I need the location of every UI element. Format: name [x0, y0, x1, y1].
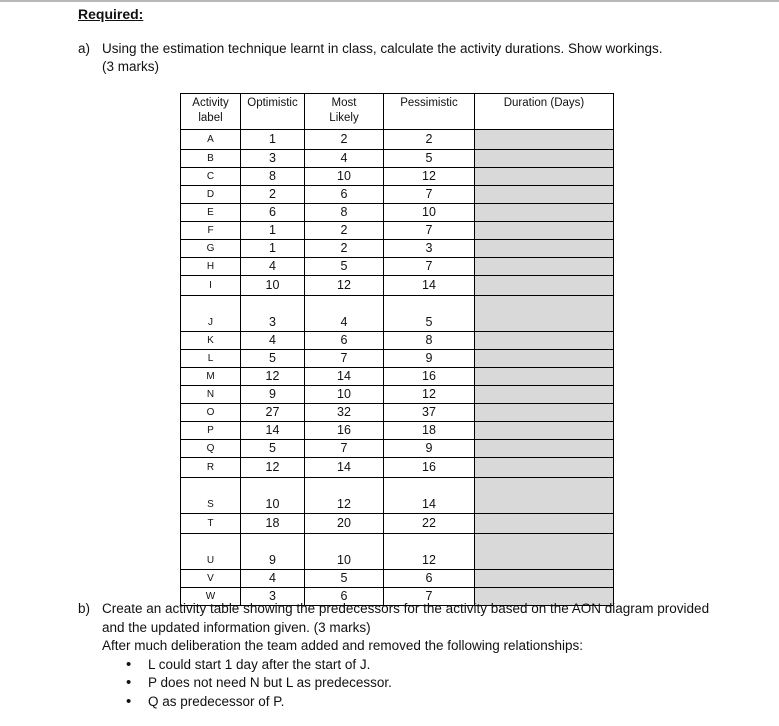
- table-row: [181, 168, 614, 186]
- relationship-list: [78, 656, 709, 712]
- relationship-item: • Q as predecessor of P.: [126, 693, 709, 712]
- optimistic-cell: 3: [241, 150, 305, 168]
- optimistic-cell: 9: [241, 386, 305, 404]
- duration-input-cell: [475, 276, 614, 296]
- question-a-text: Using the estimation technique learnt in class, calculate the activity durations. Show workings.: [102, 41, 663, 56]
- optimistic-cell: 4: [241, 332, 305, 350]
- table-row: [181, 276, 614, 296]
- most-likely-cell: 7: [305, 440, 384, 458]
- duration-gap-cell: [475, 478, 614, 497]
- gap-cell: [305, 478, 384, 497]
- activity-label-cell: F: [181, 222, 241, 240]
- pessimistic-cell: 14: [384, 496, 475, 514]
- optimistic-cell: 1: [241, 240, 305, 258]
- optimistic-cell: 12: [241, 458, 305, 478]
- most-likely-cell: 7: [305, 350, 384, 368]
- gap-cell: [305, 534, 384, 553]
- most-likely-cell: 10: [305, 552, 384, 570]
- table-row: [181, 514, 614, 534]
- pessimistic-cell: 5: [384, 314, 475, 332]
- gap-cell: [305, 296, 384, 315]
- optimistic-cell: 10: [241, 276, 305, 296]
- pessimistic-cell: 22: [384, 514, 475, 534]
- question-a-label: a): [78, 41, 91, 56]
- table-row: [181, 314, 614, 332]
- most-likely-cell: 4: [305, 150, 384, 168]
- optimistic-cell: 4: [241, 570, 305, 588]
- most-likely-cell: 16: [305, 422, 384, 440]
- pessimistic-cell: 12: [384, 552, 475, 570]
- optimistic-cell: 3: [241, 588, 305, 606]
- pessimistic-cell: 16: [384, 368, 475, 386]
- table-row: [181, 386, 614, 404]
- question-a-marks: (3 marks): [102, 59, 159, 74]
- activity-label-cell: O: [181, 404, 241, 422]
- activity-label-cell: P: [181, 422, 241, 440]
- table-row: [181, 258, 614, 276]
- most-likely-cell: 2: [305, 130, 384, 150]
- pessimistic-cell: 10: [384, 204, 475, 222]
- duration-gap-cell: [475, 534, 614, 553]
- table-row: [181, 440, 614, 458]
- optimistic-cell: 8: [241, 168, 305, 186]
- gap-cell: [384, 534, 475, 553]
- most-likely-cell: 20: [305, 514, 384, 534]
- optimistic-cell: 1: [241, 222, 305, 240]
- relationship-item: • L could start 1 day after the start of J.: [126, 656, 709, 675]
- gap-cell: [181, 534, 241, 553]
- duration-input-cell: [475, 570, 614, 588]
- duration-input-cell: [475, 314, 614, 332]
- question-b: [78, 600, 709, 711]
- table-row: [181, 404, 614, 422]
- most-likely-cell: 4: [305, 314, 384, 332]
- header-most-likely: [305, 94, 384, 130]
- pessimistic-cell: 3: [384, 240, 475, 258]
- activity-label-cell: J: [181, 314, 241, 332]
- most-likely-cell: 14: [305, 458, 384, 478]
- duration-input-cell: [475, 168, 614, 186]
- activity-label-cell: E: [181, 204, 241, 222]
- table-row: [181, 130, 614, 150]
- pessimistic-cell: 9: [384, 440, 475, 458]
- table-row: [181, 150, 614, 168]
- header-duration: Duration (Days): [475, 94, 614, 130]
- header-most-line2: Likely: [329, 112, 359, 124]
- most-likely-cell: 2: [305, 222, 384, 240]
- activity-label-cell: N: [181, 386, 241, 404]
- table-row: [181, 204, 614, 222]
- duration-input-cell: [475, 496, 614, 514]
- pessimistic-cell: 8: [384, 332, 475, 350]
- most-likely-cell: 2: [305, 240, 384, 258]
- table-gap-row: [181, 478, 614, 497]
- most-likely-cell: 5: [305, 258, 384, 276]
- activity-label-cell: R: [181, 458, 241, 478]
- optimistic-cell: 12: [241, 368, 305, 386]
- activity-label-cell: U: [181, 552, 241, 570]
- question-b-line1: Create an activity table showing the predecessors for the activity based on the AON diagram provided: [102, 601, 710, 616]
- optimistic-cell: 14: [241, 422, 305, 440]
- gap-cell: [181, 296, 241, 315]
- table-row: [181, 332, 614, 350]
- most-likely-cell: 6: [305, 332, 384, 350]
- table-row: [181, 222, 614, 240]
- table-row: [181, 422, 614, 440]
- duration-input-cell: [475, 458, 614, 478]
- table-row: [181, 350, 614, 368]
- table-row: [181, 496, 614, 514]
- optimistic-cell: 4: [241, 258, 305, 276]
- activity-label-cell: A: [181, 130, 241, 150]
- pessimistic-cell: 37: [384, 404, 475, 422]
- most-likely-cell: 12: [305, 276, 384, 296]
- duration-input-cell: [475, 404, 614, 422]
- header-activity-line2: label: [198, 112, 223, 124]
- duration-input-cell: [475, 186, 614, 204]
- pessimistic-cell: 7: [384, 588, 475, 606]
- activity-label-cell: V: [181, 570, 241, 588]
- most-likely-cell: 14: [305, 368, 384, 386]
- optimistic-cell: 2: [241, 186, 305, 204]
- pessimistic-cell: 12: [384, 386, 475, 404]
- activity-label-cell: C: [181, 168, 241, 186]
- header-optimistic: Optimistic: [241, 94, 305, 130]
- table-header-row: [181, 94, 614, 130]
- gap-cell: [384, 478, 475, 497]
- header-activity-label: [181, 94, 241, 130]
- optimistic-cell: 10: [241, 496, 305, 514]
- optimistic-cell: 5: [241, 440, 305, 458]
- most-likely-cell: 8: [305, 204, 384, 222]
- activity-label-cell: M: [181, 368, 241, 386]
- activity-label-cell: T: [181, 514, 241, 534]
- pessimistic-cell: 18: [384, 422, 475, 440]
- table-row: [181, 458, 614, 478]
- optimistic-cell: 18: [241, 514, 305, 534]
- table-row: [181, 186, 614, 204]
- most-likely-cell: 6: [305, 588, 384, 606]
- most-likely-cell: 32: [305, 404, 384, 422]
- gap-cell: [384, 296, 475, 315]
- activity-label-cell: K: [181, 332, 241, 350]
- required-heading: Required:: [78, 6, 144, 22]
- question-b-line3: After much deliberation the team added and removed the following relationships:: [102, 638, 584, 653]
- duration-input-cell: [475, 552, 614, 570]
- duration-input-cell: [475, 240, 614, 258]
- estimation-table-body: [181, 94, 614, 606]
- table-gap-row: [181, 296, 614, 315]
- table-row: [181, 552, 614, 570]
- activity-label-cell: W: [181, 588, 241, 606]
- question-b-label: b): [78, 601, 91, 616]
- header-activity-line1: Activity: [192, 97, 229, 109]
- pessimistic-cell: 7: [384, 258, 475, 276]
- activity-label-cell: S: [181, 496, 241, 514]
- table-row: [181, 368, 614, 386]
- activity-label-cell: G: [181, 240, 241, 258]
- top-border-line: [0, 0, 779, 2]
- header-pessimistic: Pessimistic: [384, 94, 475, 130]
- duration-input-cell: [475, 386, 614, 404]
- duration-input-cell: [475, 332, 614, 350]
- activity-label-cell: Q: [181, 440, 241, 458]
- activity-label-cell: H: [181, 258, 241, 276]
- duration-input-cell: [475, 258, 614, 276]
- duration-input-cell: [475, 514, 614, 534]
- pessimistic-cell: 7: [384, 222, 475, 240]
- table-row: [181, 570, 614, 588]
- activity-label-cell: L: [181, 350, 241, 368]
- table-row: [181, 240, 614, 258]
- activity-label-cell: D: [181, 186, 241, 204]
- optimistic-cell: 1: [241, 130, 305, 150]
- pessimistic-cell: 5: [384, 150, 475, 168]
- duration-input-cell: [475, 422, 614, 440]
- duration-input-cell: [475, 222, 614, 240]
- table-gap-row: [181, 534, 614, 553]
- most-likely-cell: 10: [305, 168, 384, 186]
- gap-cell: [241, 534, 305, 553]
- pessimistic-cell: 12: [384, 168, 475, 186]
- duration-gap-cell: [475, 296, 614, 315]
- estimation-table: [180, 93, 614, 606]
- most-likely-cell: 6: [305, 186, 384, 204]
- question-b-line2: and the updated information given. (3 marks): [102, 619, 371, 635]
- question-a: [78, 40, 663, 76]
- duration-input-cell: [475, 368, 614, 386]
- gap-cell: [241, 478, 305, 497]
- most-likely-cell: 10: [305, 386, 384, 404]
- pessimistic-cell: 16: [384, 458, 475, 478]
- duration-input-cell: [475, 150, 614, 168]
- duration-input-cell: [475, 440, 614, 458]
- pessimistic-cell: 14: [384, 276, 475, 296]
- pessimistic-cell: 6: [384, 570, 475, 588]
- activity-label-cell: B: [181, 150, 241, 168]
- header-most-line1: Most: [331, 97, 357, 109]
- pessimistic-cell: 7: [384, 186, 475, 204]
- optimistic-cell: 9: [241, 552, 305, 570]
- optimistic-cell: 3: [241, 314, 305, 332]
- duration-input-cell: [475, 204, 614, 222]
- optimistic-cell: 5: [241, 350, 305, 368]
- pessimistic-cell: 9: [384, 350, 475, 368]
- duration-input-cell: [475, 350, 614, 368]
- activity-label-cell: I: [181, 276, 241, 296]
- optimistic-cell: 27: [241, 404, 305, 422]
- most-likely-cell: 12: [305, 496, 384, 514]
- relationship-item: • P does not need N but L as predecessor.: [126, 674, 709, 693]
- duration-input-cell: [475, 130, 614, 150]
- most-likely-cell: 5: [305, 570, 384, 588]
- gap-cell: [181, 478, 241, 497]
- pessimistic-cell: 2: [384, 130, 475, 150]
- gap-cell: [241, 296, 305, 315]
- optimistic-cell: 6: [241, 204, 305, 222]
